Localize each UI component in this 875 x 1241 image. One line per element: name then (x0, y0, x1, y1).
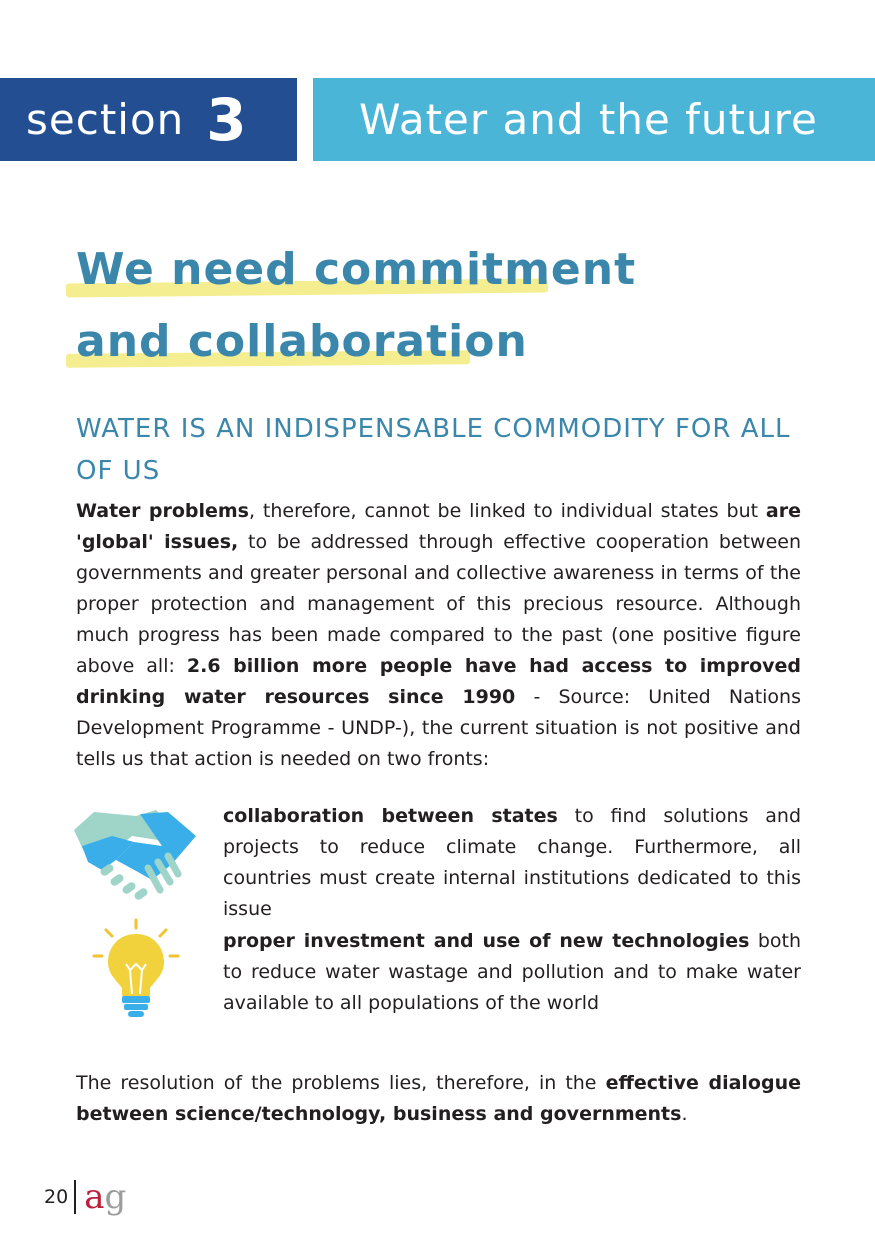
ag-logo (84, 1177, 127, 1217)
bold-text: effective dialogue between science/technology, business and governments (76, 1072, 801, 1125)
body-text: , therefore, cannot be linked to individual states but (249, 500, 766, 522)
section-number: 3 (206, 85, 247, 154)
lightbulb-icon (92, 918, 180, 1022)
logo-letter-g: g (104, 1177, 127, 1217)
bold-text: 2.6 billion more people have had access to improved drinking water resources since 1990 (76, 655, 801, 708)
body-text: - Source: United Nations Development Programme - UNDP-), the current situation is not positive and tells us that action is needed on two fronts: (76, 686, 801, 770)
bold-text: collaboration between states (223, 805, 558, 827)
page-footer (44, 1177, 127, 1217)
intro-paragraph (76, 496, 801, 775)
body-text: The resolution of the problems lies, therefore, in the (76, 1072, 606, 1094)
body-text: to find solutions and projects to reduce climate change. Furthermore, all countries must create internal institutions dedicated to this issue (223, 805, 802, 920)
front-technology (223, 926, 801, 1019)
section-label: section (26, 95, 185, 144)
body-text: both to reduce water wastage and pollution and to make water available to all populations of the world (223, 930, 802, 1014)
logo-letter-a: a (84, 1177, 105, 1217)
bold-text: proper investment and use of new technologies (223, 930, 750, 952)
page-number: 20 (44, 1186, 69, 1208)
front-collaboration (223, 801, 801, 925)
page-title-line-1: We need commitment (76, 244, 637, 295)
bold-text: are 'global' issues, (76, 500, 801, 553)
section-banner (0, 78, 297, 161)
bold-text: Water problems (76, 500, 249, 522)
subheading: WATER IS AN INDISPENSABLE COMMODITY FOR ALL OF US (76, 414, 791, 486)
conclusion-paragraph (76, 1068, 801, 1130)
body-text: to be addressed through effective cooperation between governments and greater personal and collective awareness in terms of the proper protection and management of this precious resource. Although much progress has been made compared to the past (one positive figure above all: (76, 531, 801, 677)
section-title: Water and the future (359, 95, 818, 144)
footer-divider (74, 1180, 76, 1214)
body-text: . (681, 1103, 688, 1125)
handshake-icon (72, 806, 200, 906)
page-title-line-2: and collaboration (76, 316, 528, 367)
section-title-banner (313, 78, 875, 161)
